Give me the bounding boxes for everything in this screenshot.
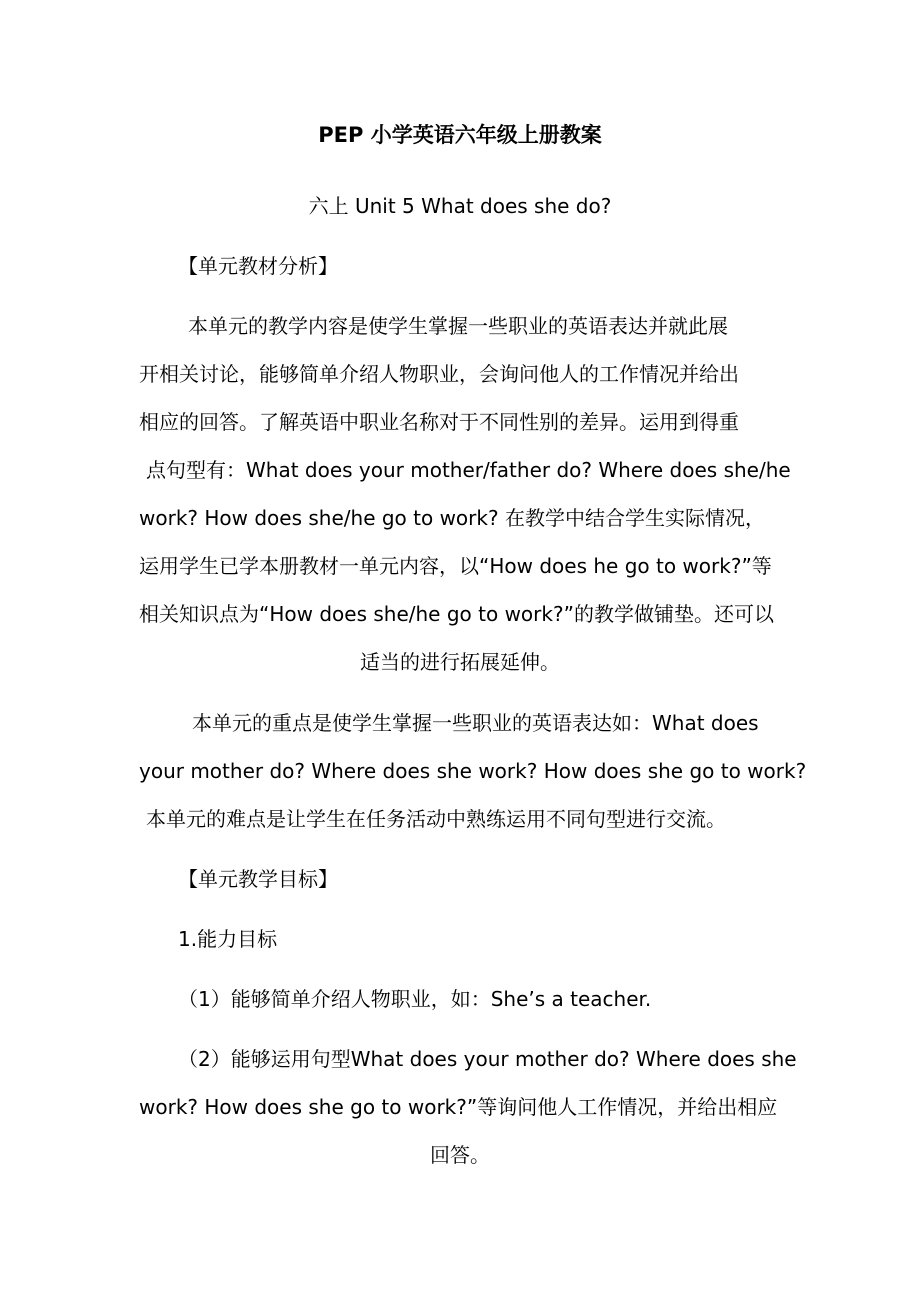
goal-item-2-line-1: （2）能够运用句型What does your mother do? Where does she xyxy=(178,1047,797,1071)
unit-subtitle: 六上 Unit 5 What does she do? xyxy=(308,194,612,218)
analysis-p1-line-5: work? How does she/he go to work? 在教学中结合学生实际情况， xyxy=(139,506,765,530)
analysis-p1-line-7: 相关知识点为“How does she/he go to work?”的教学做铺垫。还可以 xyxy=(139,602,774,626)
section-heading-analysis: 【单元教材分析】 xyxy=(178,254,338,278)
analysis-p2-line-1: 本单元的重点是使学生掌握一些职业的英语表达如：What does xyxy=(192,711,759,735)
analysis-p1-line-6: 运用学生已学本册教材一单元内容，以“How does he go to work?”等 xyxy=(139,554,772,578)
goal-item-1: （1）能够简单介绍人物职业，如：She’s a teacher. xyxy=(178,987,652,1011)
analysis-p1-line-8: 适当的进行拓展延伸。 xyxy=(360,650,560,674)
document-title: PEP 小学英语六年级上册教案 xyxy=(318,123,602,147)
goal-item-2-line-2: work? How does she go to work?”等询问他人工作情况，并给出相应 xyxy=(139,1095,778,1119)
analysis-p1-line-1: 本单元的教学内容是使学生掌握一些职业的英语表达并就此展 xyxy=(188,314,728,338)
analysis-p1-line-4: 点句型有：What does your mother/father do? Where does she/he xyxy=(146,458,791,482)
goal-item-2-line-3: 回答。 xyxy=(430,1143,490,1167)
analysis-p1-line-2: 开相关讨论，能够简单介绍人物职业，会询问他人的工作情况并给出 xyxy=(139,362,739,386)
analysis-p2-line-2: your mother do? Where does she work? How does she go to work? xyxy=(139,759,807,783)
section-heading-goals: 【单元教学目标】 xyxy=(178,867,338,891)
analysis-p1-line-3: 相应的回答。了解英语中职业名称对于不同性别的差异。运用到得重 xyxy=(139,410,739,434)
analysis-p2-line-3: 本单元的难点是让学生在任务活动中熟练运用不同句型进行交流。 xyxy=(146,807,726,831)
ability-goal-heading: 1.能力目标 xyxy=(178,927,278,951)
